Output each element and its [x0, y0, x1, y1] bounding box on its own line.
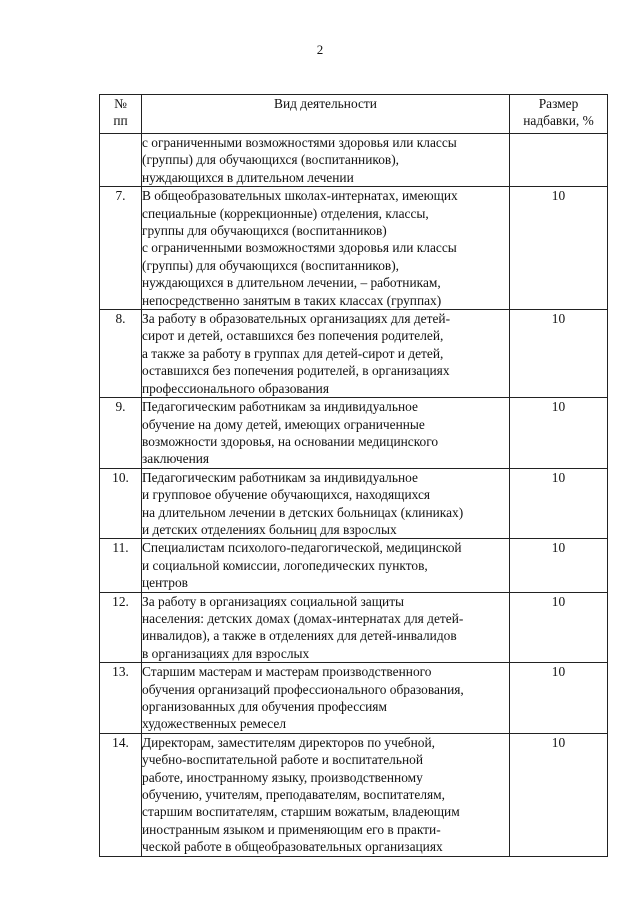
row-percent: 10 — [510, 398, 608, 469]
activity-line: обучения организаций профессионального образования, — [142, 681, 464, 697]
table-body — [100, 134, 608, 857]
activity-line: работе, иностранному языку, производственному — [142, 769, 423, 785]
header-number — [100, 95, 142, 134]
table-row — [100, 539, 608, 592]
row-number — [100, 134, 142, 187]
row-activity — [142, 539, 510, 592]
activity-line: оставшихся без попечения родителей, в организациях — [142, 363, 450, 379]
activity-line: Специалистам психолого-педагогической, медицинской — [142, 540, 462, 556]
table-row — [100, 663, 608, 734]
activity-line: непосредственно занятым в таких классах (группах) — [142, 292, 442, 308]
activity-line: Директорам, заместителям директоров по учебной, — [142, 734, 435, 750]
activity-line: Старшим мастерам и мастерам производственного — [142, 664, 432, 680]
row-activity — [142, 398, 510, 469]
row-activity — [142, 134, 510, 187]
activity-line: возможности здоровья, на основании медицинского — [142, 433, 439, 449]
table-row — [100, 187, 608, 310]
activity-line: иностранным языком и применяющим его в практи- — [142, 821, 441, 837]
row-activity — [142, 187, 510, 310]
activity-line: заключения — [142, 451, 210, 467]
table-row — [100, 398, 608, 469]
activity-line: группы для обучающихся (воспитанников) — [142, 223, 387, 239]
row-number: 11. — [100, 539, 142, 592]
activity-line: нуждающихся в длительном лечении, – работникам, — [142, 275, 441, 291]
row-percent: 10 — [510, 310, 608, 398]
header-percent-line: надбавки, % — [523, 113, 594, 129]
activity-line: нуждающихся в длительном лечении — [142, 169, 354, 185]
table-row — [100, 592, 608, 663]
activity-line: ческой работе в общеобразовательных организациях — [142, 839, 443, 855]
row-percent: 10 — [510, 733, 608, 856]
activity-line: (группы) для обучающихся (воспитанников), — [142, 257, 400, 273]
activity-line: и групповое обучение обучающихся, находящихся — [142, 487, 431, 503]
row-activity — [142, 592, 510, 663]
row-number: 12. — [100, 592, 142, 663]
activity-line: За работу в организациях социальной защиты — [142, 593, 405, 609]
table-row — [100, 468, 608, 539]
row-number: 9. — [100, 398, 142, 469]
row-activity — [142, 310, 510, 398]
row-number: 13. — [100, 663, 142, 734]
row-percent: 10 — [510, 187, 608, 310]
activity-line: профессионального образования — [142, 380, 329, 396]
header-percent-line: Размер — [538, 96, 579, 111]
header-number-line: пп — [113, 113, 128, 129]
activity-line: В общеобразовательных школах-интернатах, имеющих — [142, 188, 458, 204]
row-percent: 10 — [510, 539, 608, 592]
activity-line: а также за работу в группах для детей-сирот и детей, — [142, 345, 444, 361]
header-activity: Вид деятельности — [142, 95, 510, 134]
table-row — [100, 733, 608, 856]
row-percent: 10 — [510, 663, 608, 734]
activity-line: и детских отделениях больниц для взрослых — [142, 521, 397, 537]
activity-line: учебно-воспитательной работе и воспитательной — [142, 752, 424, 768]
activity-line: сирот и детей, оставшихся без попечения родителей, — [142, 328, 444, 344]
row-percent — [510, 134, 608, 187]
activity-line: и социальной комиссии, логопедических пунктов, — [142, 557, 428, 573]
activity-line: населения: детских домах (домах-интернатах для детей- — [142, 610, 464, 626]
activity-line: специальные (коррекционные) отделения, классы, — [142, 205, 429, 221]
activity-line: обучение на дому детей, имеющих ограниченные — [142, 416, 425, 432]
row-activity — [142, 663, 510, 734]
row-number: 10. — [100, 468, 142, 539]
table-row — [100, 310, 608, 398]
row-percent: 10 — [510, 468, 608, 539]
activity-line: Педагогическим работникам за индивидуальное — [142, 399, 418, 415]
row-number: 14. — [100, 733, 142, 856]
row-activity — [142, 468, 510, 539]
row-activity — [142, 733, 510, 856]
activity-line: организованных для обучения профессиям — [142, 699, 387, 714]
activity-line: обучению, учителям, преподавателям, воспитателям, — [142, 787, 445, 803]
activity-line: инвалидов), а также в отделениях для детей-инвалидов — [142, 628, 457, 644]
activity-line: на длительном лечении в детских больницах (клиниках) — [142, 504, 464, 520]
page-number: 2 — [316, 42, 324, 57]
table-row — [100, 134, 608, 187]
activity-line: с ограниченными возможностями здоровья или классы — [142, 240, 457, 256]
activity-line: За работу в образовательных организациях для детей- — [142, 311, 451, 327]
row-percent: 10 — [510, 592, 608, 663]
activity-line: Педагогическим работникам за индивидуальное — [142, 469, 418, 485]
activity-line: (группы) для обучающихся (воспитанников), — [142, 152, 400, 168]
header-percent — [510, 95, 608, 134]
header-number-line: № — [114, 96, 127, 111]
table-header-row — [100, 95, 608, 134]
activity-line: старшим воспитателям, старшим вожатым, владеющим — [142, 804, 460, 820]
activity-line: центров — [142, 575, 189, 591]
row-number: 8. — [100, 310, 142, 398]
row-number: 7. — [100, 187, 142, 310]
activity-line: с ограниченными возможностями здоровья или классы — [142, 135, 457, 150]
activity-line: художественных ремесел — [142, 716, 287, 732]
activity-line: в организациях для взрослых — [142, 645, 310, 661]
allowance-table — [99, 94, 608, 857]
